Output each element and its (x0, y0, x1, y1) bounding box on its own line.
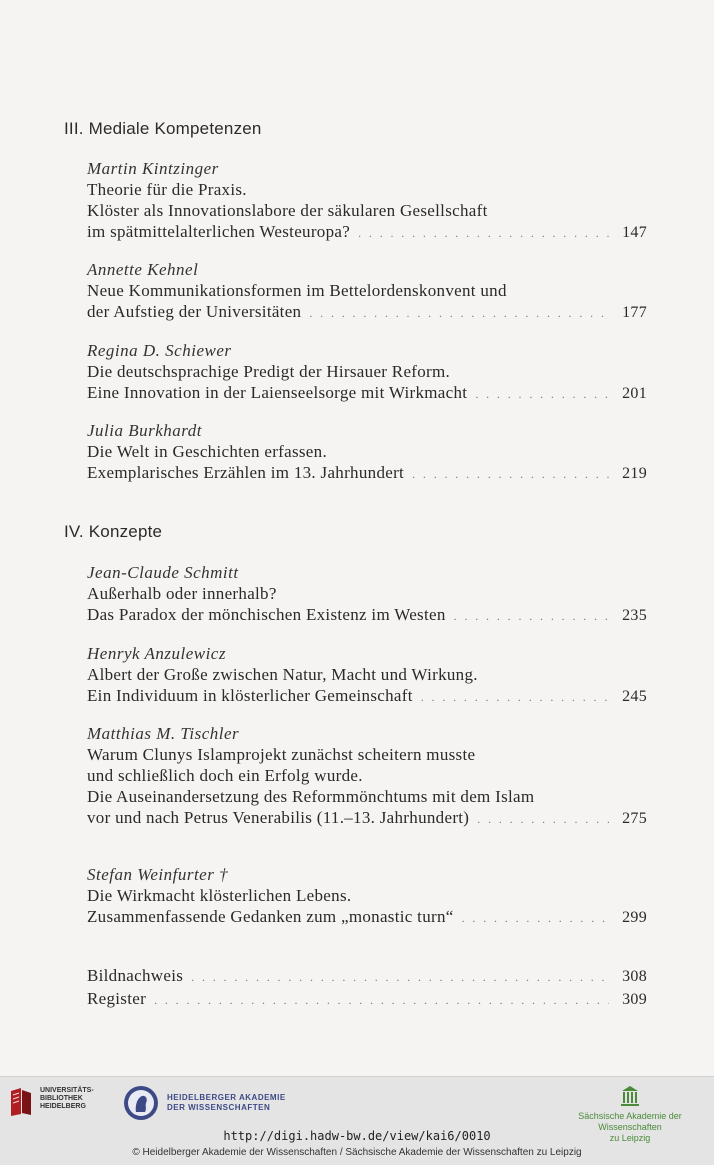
entry-title-line: im spätmittelalterlichen Westeuropa? (87, 222, 351, 241)
leader-dots (154, 990, 609, 1011)
ub-book-icon (8, 1087, 34, 1117)
page-number: 201 (622, 385, 647, 402)
entry-last-line (87, 906, 647, 929)
entry-last-line (87, 685, 647, 708)
page-number: 309 (622, 991, 647, 1008)
page-number: 177 (622, 304, 647, 321)
hadw-logo[interactable] (123, 1085, 286, 1121)
entry-title-line: vor und nach Petrus Venerabilis (11.–13. Jahrhundert) (87, 808, 470, 827)
entry-last-line (87, 462, 647, 485)
entry-title-line: Die Wirkmacht klösterlichen Lebens. (87, 886, 352, 905)
entry-title-line: Theorie für die Praxis. (87, 180, 247, 199)
entry-title-line: Außerhalb oder innerhalb? (87, 584, 277, 603)
leader-dots (358, 223, 609, 244)
page-number: 245 (622, 688, 647, 705)
leader-dots (412, 464, 609, 485)
toc-entry[interactable] (87, 562, 647, 627)
page-number: 275 (622, 810, 647, 827)
toc-entry[interactable] (87, 259, 647, 324)
footer-bar (0, 1076, 714, 1165)
entry-last-line (87, 301, 647, 324)
entry-last-line (87, 382, 647, 405)
toc-entry[interactable] (87, 158, 647, 244)
leader-dots (477, 809, 609, 830)
leader-dots (475, 384, 609, 405)
permalink-url[interactable]: http://digi.hadw-bw.de/view/kai6/0010 (223, 1129, 491, 1143)
entry-last-line (87, 604, 647, 627)
leader-dots (191, 967, 609, 988)
page-number: 219 (622, 465, 647, 482)
entry-title-line: der Aufstieg der Universitäten (87, 302, 302, 321)
entry-author: Annette Kehnel (87, 260, 199, 279)
page-number: 299 (622, 909, 647, 926)
entry-title-line: Neue Kommunikationsformen im Bettelordenskonvent und (87, 281, 507, 300)
entry-title-line: Klöster als Innovationslabore der säkularen Gesellschaft (87, 201, 488, 220)
entry-last-line (87, 807, 647, 830)
entry-title-line: Das Paradox der mönchischen Existenz im Westen (87, 605, 446, 624)
toc-entry[interactable] (87, 420, 647, 485)
entry-title-line: und schließlich doch ein Erfolg wurde. (87, 766, 363, 785)
copyright-notice: © Heidelberger Akademie der Wissenschaften / Sächsische Akademie der Wissenschaften zu Leipzig (132, 1147, 582, 1158)
toc-entry[interactable] (87, 340, 647, 405)
entry-title-line: Die Auseinandersetzung des Reformmönchtums mit dem Islam (87, 787, 535, 806)
ub-logo-text: UNIVERSITÄTS- BIBLIOTHEK HEIDELBERG (40, 1087, 94, 1110)
entry-title-line: Zusammenfassende Gedanken zum „monastic turn“ (87, 907, 454, 926)
section-heading: III. Mediale Kompetenzen (64, 119, 262, 138)
entry-title-line: Warum Clunys Islamprojekt zunächst scheitern musste (87, 745, 476, 764)
page-number: 235 (622, 607, 647, 624)
entry-title-line: Eine Innovation in der Laienseelsorge mit Wirkmacht (87, 383, 468, 402)
leader-dots (462, 908, 609, 929)
toc-entry[interactable] (87, 643, 647, 708)
entry-author: Regina D. Schiewer (87, 341, 232, 360)
leader-dots (421, 687, 609, 708)
section-heading: IV. Konzepte (64, 522, 163, 541)
toc-entry[interactable] (87, 723, 647, 830)
hadw-logo-text: HEIDELBERGER AKADEMIE DER WISSENSCHAFTEN (167, 1093, 286, 1112)
back-matter (87, 965, 647, 1011)
toc-entry[interactable] (87, 864, 647, 929)
entry-title-line: Ein Individuum in klösterlicher Gemeinschaft (87, 686, 413, 705)
back-matter-label: Register (87, 989, 147, 1008)
entry-title-line: Exemplarisches Erzählen im 13. Jahrhundert (87, 463, 405, 482)
back-matter-label: Bildnachweis (87, 966, 184, 985)
entry-title-line: Die deutschsprachige Predigt der Hirsauer Reform. (87, 362, 451, 381)
page-number: 308 (622, 968, 647, 985)
entry-author: Martin Kintzinger (87, 159, 219, 178)
saw-building-icon (620, 1085, 640, 1107)
entry-author: Jean-Claude Schmitt (87, 563, 239, 582)
ub-heidelberg-logo[interactable] (8, 1087, 94, 1117)
leader-dots (309, 303, 609, 324)
leader-dots (454, 606, 609, 627)
saw-logo-text: Sächsische Akademie der Wissenschaften zu Leipzig (578, 1111, 682, 1143)
entry-title-line: Die Welt in Geschichten erfassen. (87, 442, 327, 461)
back-matter-item[interactable] (87, 988, 647, 1011)
page-number: 147 (622, 224, 647, 241)
entry-last-line (87, 221, 647, 244)
entry-author: Stefan Weinfurter † (87, 865, 229, 884)
entry-title-line: Albert der Große zwischen Natur, Macht und Wirkung. (87, 665, 478, 684)
back-matter-item[interactable] (87, 965, 647, 988)
entry-author: Julia Burkhardt (87, 421, 202, 440)
hadw-seal-icon (123, 1085, 159, 1121)
entry-author: Matthias M. Tischler (87, 724, 240, 743)
entry-author: Henryk Anzulewicz (87, 644, 226, 663)
